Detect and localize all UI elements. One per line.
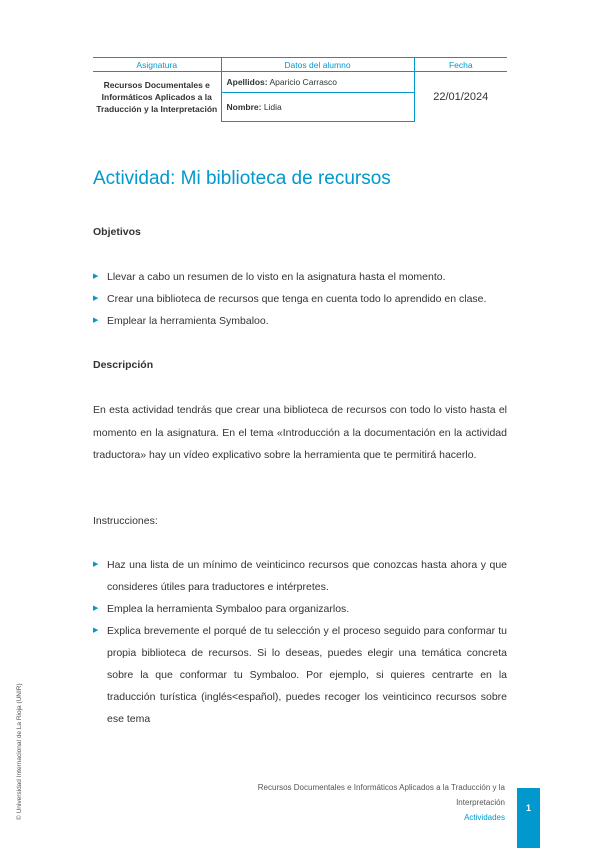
name-value: Lidia	[261, 102, 282, 112]
footer	[245, 780, 505, 825]
list-item-text: Emplear la herramienta Symbaloo.	[107, 315, 269, 327]
list-item	[93, 266, 507, 288]
list-item	[93, 310, 507, 332]
list-item-text: Llevar a cabo un resumen de lo visto en la asignatura hasta el momento.	[107, 271, 446, 283]
surname-value: Aparicio Carrasco	[267, 77, 338, 87]
page-number: 1	[525, 803, 531, 813]
surname-field	[221, 72, 414, 93]
footer-course: Recursos Documentales e Informáticos Aplicados a la Traducción y la Interpretación	[257, 783, 505, 807]
list-item	[93, 598, 507, 620]
page-number-box	[517, 788, 540, 848]
header-table	[93, 57, 507, 122]
triangle-right-icon: ▶	[93, 295, 99, 302]
header-col-student: Datos del alumno	[221, 58, 414, 72]
triangle-right-icon: ▶	[93, 317, 99, 324]
triangle-right-icon: ▶	[93, 605, 99, 612]
triangle-right-icon: ▶	[93, 561, 99, 568]
header-col-subject: Asignatura	[93, 58, 221, 72]
description-text: En esta actividad tendrás que crear una biblioteca de recursos con todo lo visto hasta el momento en la asignatura. En el tema «Introducción a la documentación en la actividad traductora» hay un vídeo explicativo sobre la herramienta que te permitirá hacerlo.	[93, 404, 507, 461]
instructions-label: Instrucciones:	[93, 515, 158, 527]
description-heading: Descripción	[93, 359, 154, 371]
subject-name: Recursos Documentales e Informáticos Aplicados a la Traducción y la Interpretación	[93, 72, 221, 122]
surname-label: Apellidos:	[226, 77, 268, 87]
list-item	[93, 554, 507, 598]
list-item	[93, 620, 507, 730]
copyright-notice: © Universidad Internacional de La Rioja (UNIR)	[16, 683, 23, 820]
date-value: 22/01/2024	[433, 90, 489, 103]
list-item-text: Crear una biblioteca de recursos que tenga en cuenta todo lo aprendido en clase.	[107, 293, 487, 305]
list-item-text: Explica brevemente el porqué de tu selección y el proceso seguido para conformar tu propia biblioteca de recursos. Si lo deseas, puedes elegir una temática concreta sobre la que conformar tu Symbaloo. Por ejemplo, si quieres centrarte en la traducción turística (inglés<español), puedes recoger los veinticinco recursos sobre ese tema	[107, 625, 507, 725]
footer-section: Actividades	[464, 813, 505, 822]
triangle-right-icon: ▶	[93, 273, 99, 280]
header-col-date: Fecha	[414, 58, 507, 72]
page-title: Actividad: Mi biblioteca de recursos	[93, 168, 391, 189]
instructions-list	[93, 554, 507, 730]
name-field	[221, 93, 414, 122]
objectives-heading: Objetivos	[93, 226, 141, 238]
list-item	[93, 288, 507, 310]
list-item-text: Emplea la herramienta Symbaloo para organizarlos.	[107, 603, 350, 615]
name-label: Nombre:	[226, 102, 262, 112]
triangle-right-icon: ▶	[93, 627, 99, 634]
objectives-list	[93, 266, 507, 332]
list-item-text: Haz una lista de un mínimo de veinticinco recursos que conozcas hasta ahora y que consideres útiles para traductores e intérpretes.	[107, 559, 507, 593]
